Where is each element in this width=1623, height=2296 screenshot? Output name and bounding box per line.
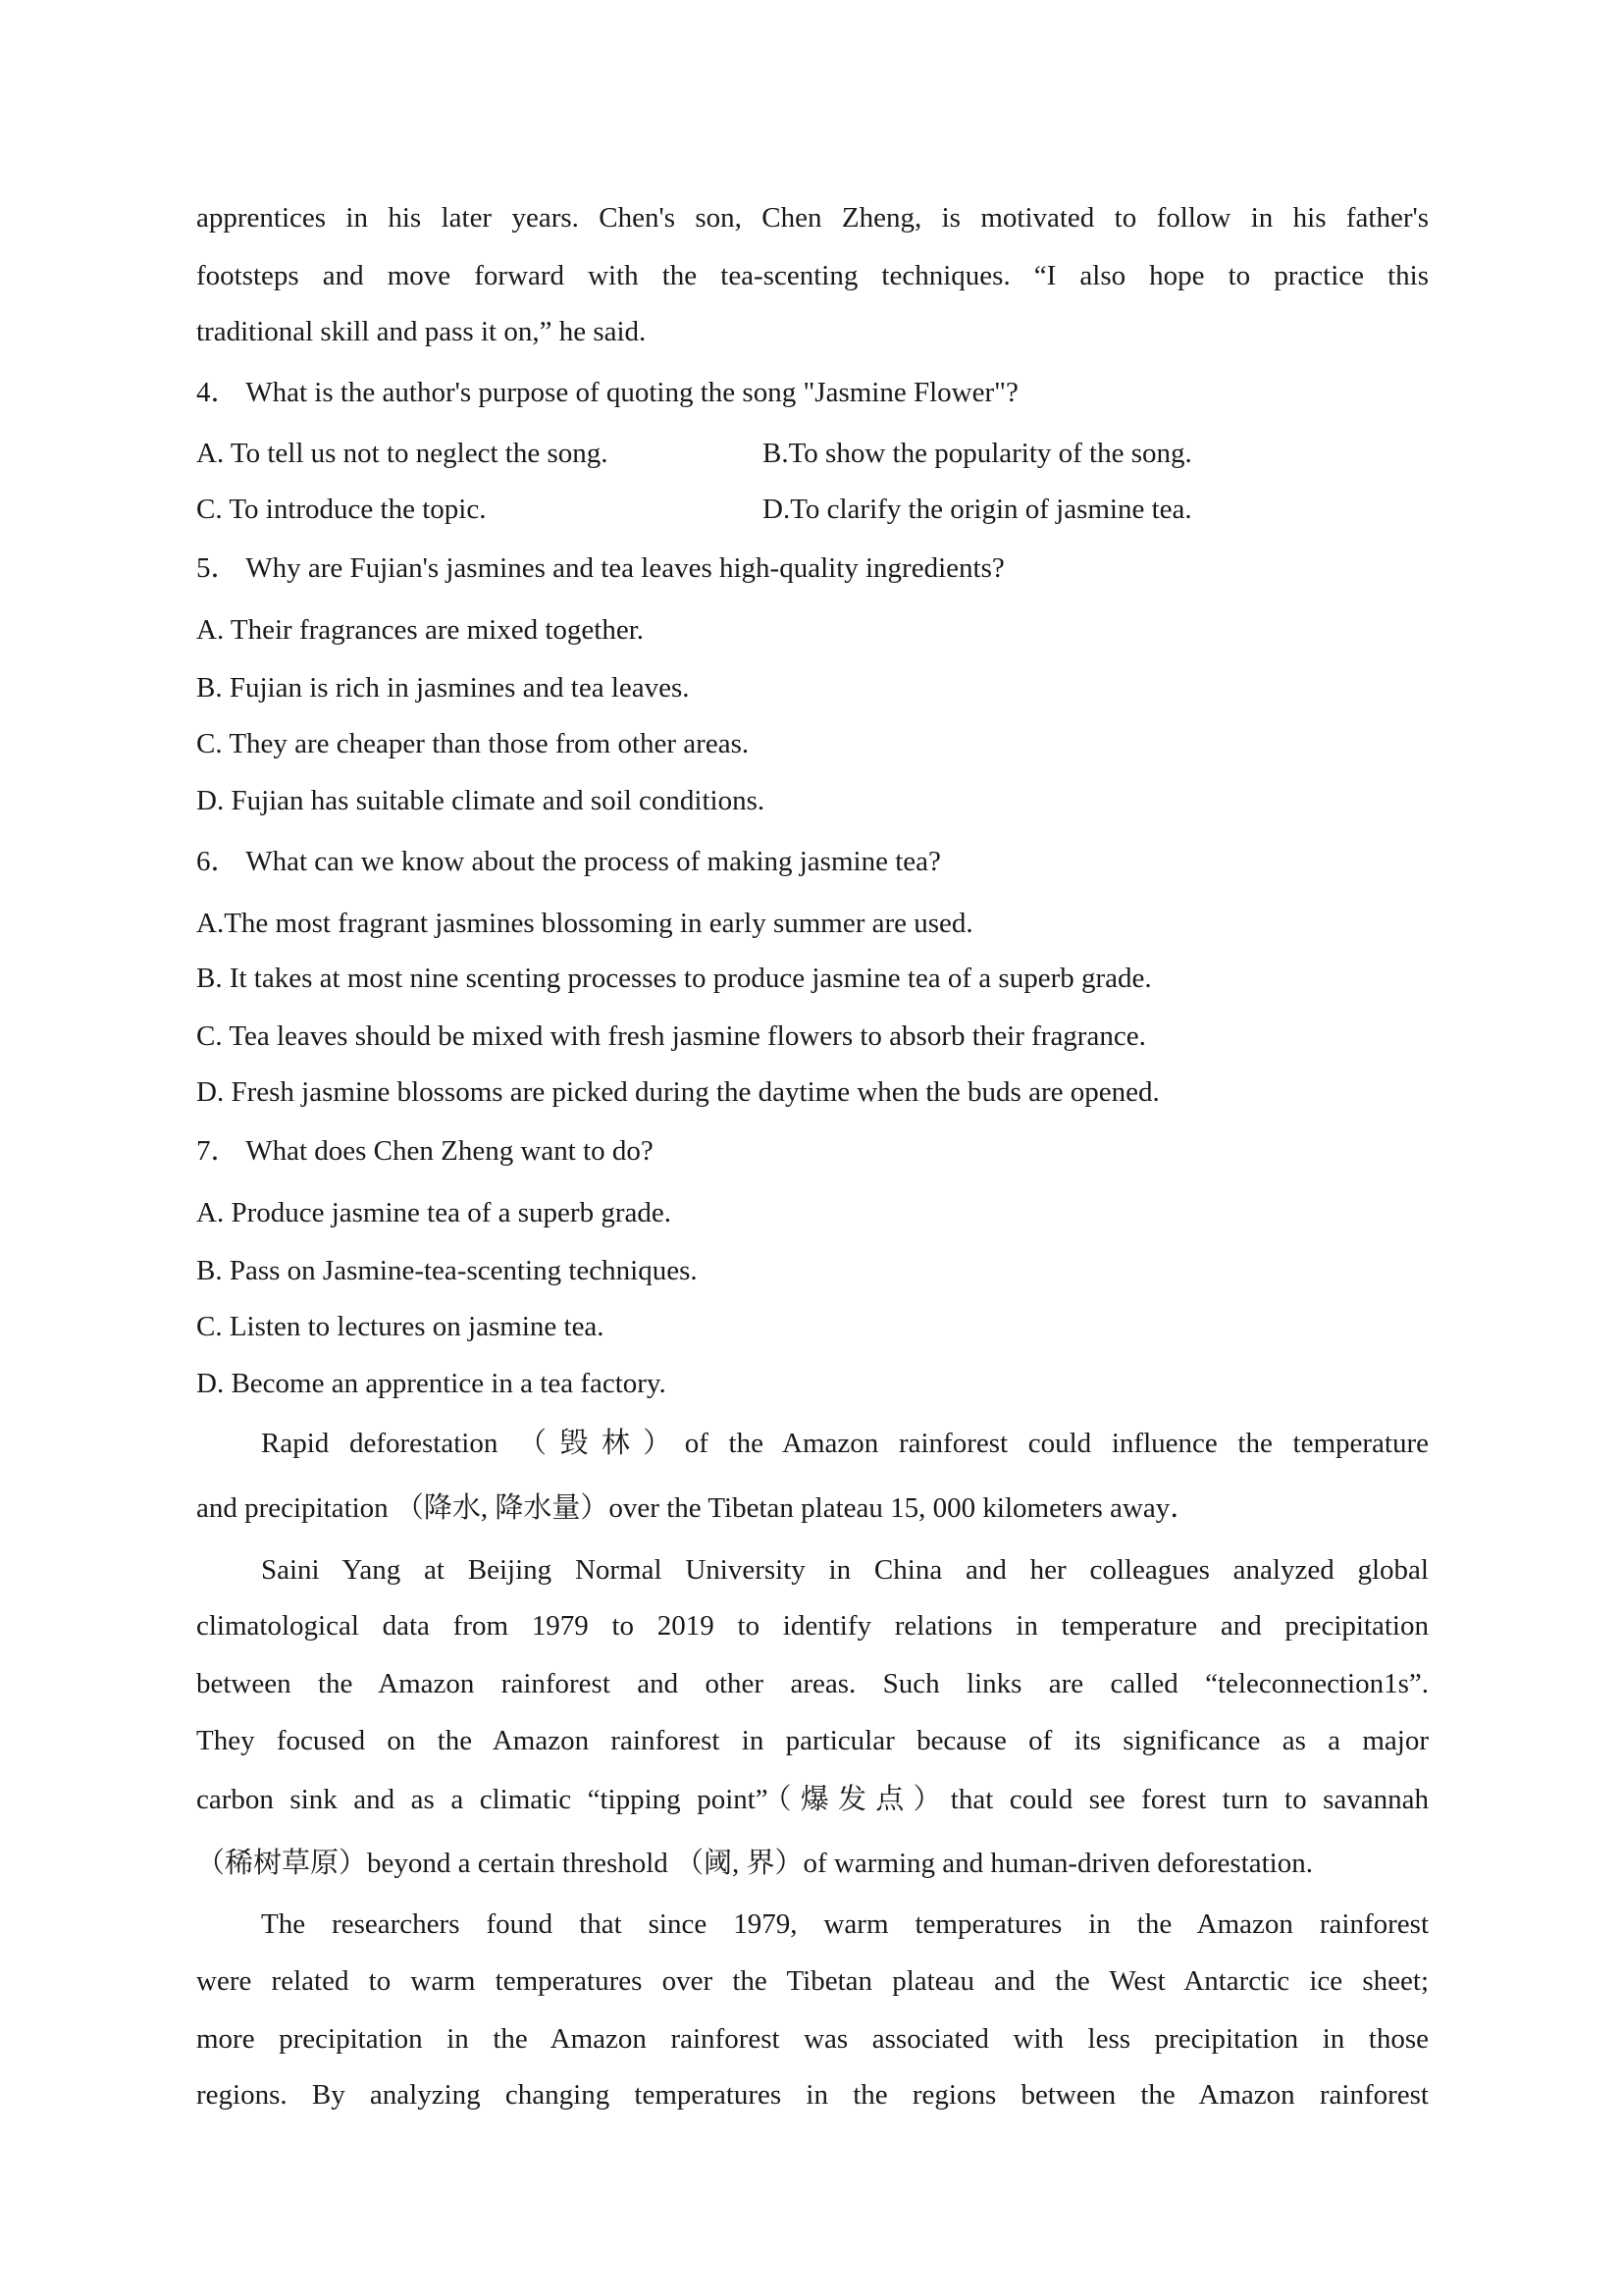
paragraph-line: The researchers found that since 1979, warm temperatures in the Amazon rainforest: [261, 1908, 1429, 1940]
question-stem: 7． What does Chen Zheng want to do?: [196, 1135, 654, 1167]
paragraph-line: climatological data from 1979 to 2019 to identify relations in temperature and precipitation: [196, 1610, 1429, 1642]
paragraph-line: between the Amazon rainforest and other areas. Such links are called “teleconnection1s”.: [196, 1668, 1429, 1699]
option-d: D. Become an apprentice in a tea factory.: [196, 1368, 666, 1399]
option-c: C. Listen to lectures on jasmine tea.: [196, 1311, 604, 1342]
paragraph-line: more precipitation in the Amazon rainforest was associated with less precipitation in those: [196, 2023, 1429, 2055]
paragraph-line: regions. By analyzing changing temperatures in the regions between the Amazon rainforest: [196, 2079, 1429, 2111]
paragraph-line: Rapid deforestation （毁林）of the Amazon rainforest could influence the temperature: [261, 1428, 1429, 1459]
option-a: A. Their fragrances are mixed together.: [196, 614, 645, 646]
question-stem: 5． Why are Fujian's jasmines and tea leaves high-quality ingredients?: [196, 552, 1005, 584]
option-c: C. Tea leaves should be mixed with fresh jasmine flowers to absorb their fragrance.: [196, 1020, 1146, 1052]
option-b: B. It takes at most nine scenting processes to produce jasmine tea of a superb grade.: [196, 963, 1152, 994]
paragraph-line: and precipitation （降水, 降水量）over the Tibetan plateau 15, 000 kilometers away．: [196, 1492, 1199, 1524]
passage-line: apprentices in his later years. Chen's son, Chen Zheng, is motivated to follow in his father's: [196, 202, 1429, 234]
option-a: A. To tell us not to neglect the song.: [196, 438, 608, 469]
option-a: A. Produce jasmine tea of a superb grade.: [196, 1197, 671, 1228]
option-d: D.To clarify the origin of jasmine tea.: [762, 494, 1192, 525]
question-stem: 6． What can we know about the process of making jasmine tea?: [196, 846, 941, 877]
passage-line: footsteps and move forward with the tea-scenting techniques. “I also hope to practice this: [196, 260, 1429, 291]
paragraph-line: （稀树草原）beyond a certain threshold （阈, 界）of warming and human-driven deforestation.: [196, 1848, 1313, 1879]
paragraph-line: They focused on the Amazon rainforest in particular because of its significance as a major: [196, 1725, 1429, 1756]
option-d: D. Fresh jasmine blossoms are picked during the daytime when the buds are opened.: [196, 1076, 1160, 1108]
passage-line: traditional skill and pass it on,” he said.: [196, 316, 647, 347]
paragraph-line: Saini Yang at Beijing Normal University in China and her colleagues analyzed global: [261, 1554, 1429, 1586]
question-stem: 4． What is the author's purpose of quoting the song "Jasmine Flower"?: [196, 377, 1019, 408]
paragraph-line: carbon sink and as a climatic “tipping point”（爆发点）that could see forest turn to savannah: [196, 1784, 1429, 1815]
paragraph-line: were related to warm temperatures over the Tibetan plateau and the West Antarctic ice sheet;: [196, 1965, 1429, 1997]
option-c: C. They are cheaper than those from other areas.: [196, 728, 750, 759]
option-b: B.To show the popularity of the song.: [762, 438, 1192, 469]
option-a: A.The most fragrant jasmines blossoming in early summer are used.: [196, 908, 973, 939]
option-b: B. Pass on Jasmine-tea-scenting techniques.: [196, 1255, 698, 1286]
option-c: C. To introduce the topic.: [196, 494, 487, 525]
option-d: D. Fujian has suitable climate and soil conditions.: [196, 785, 765, 816]
option-b: B. Fujian is rich in jasmines and tea leaves.: [196, 672, 690, 704]
